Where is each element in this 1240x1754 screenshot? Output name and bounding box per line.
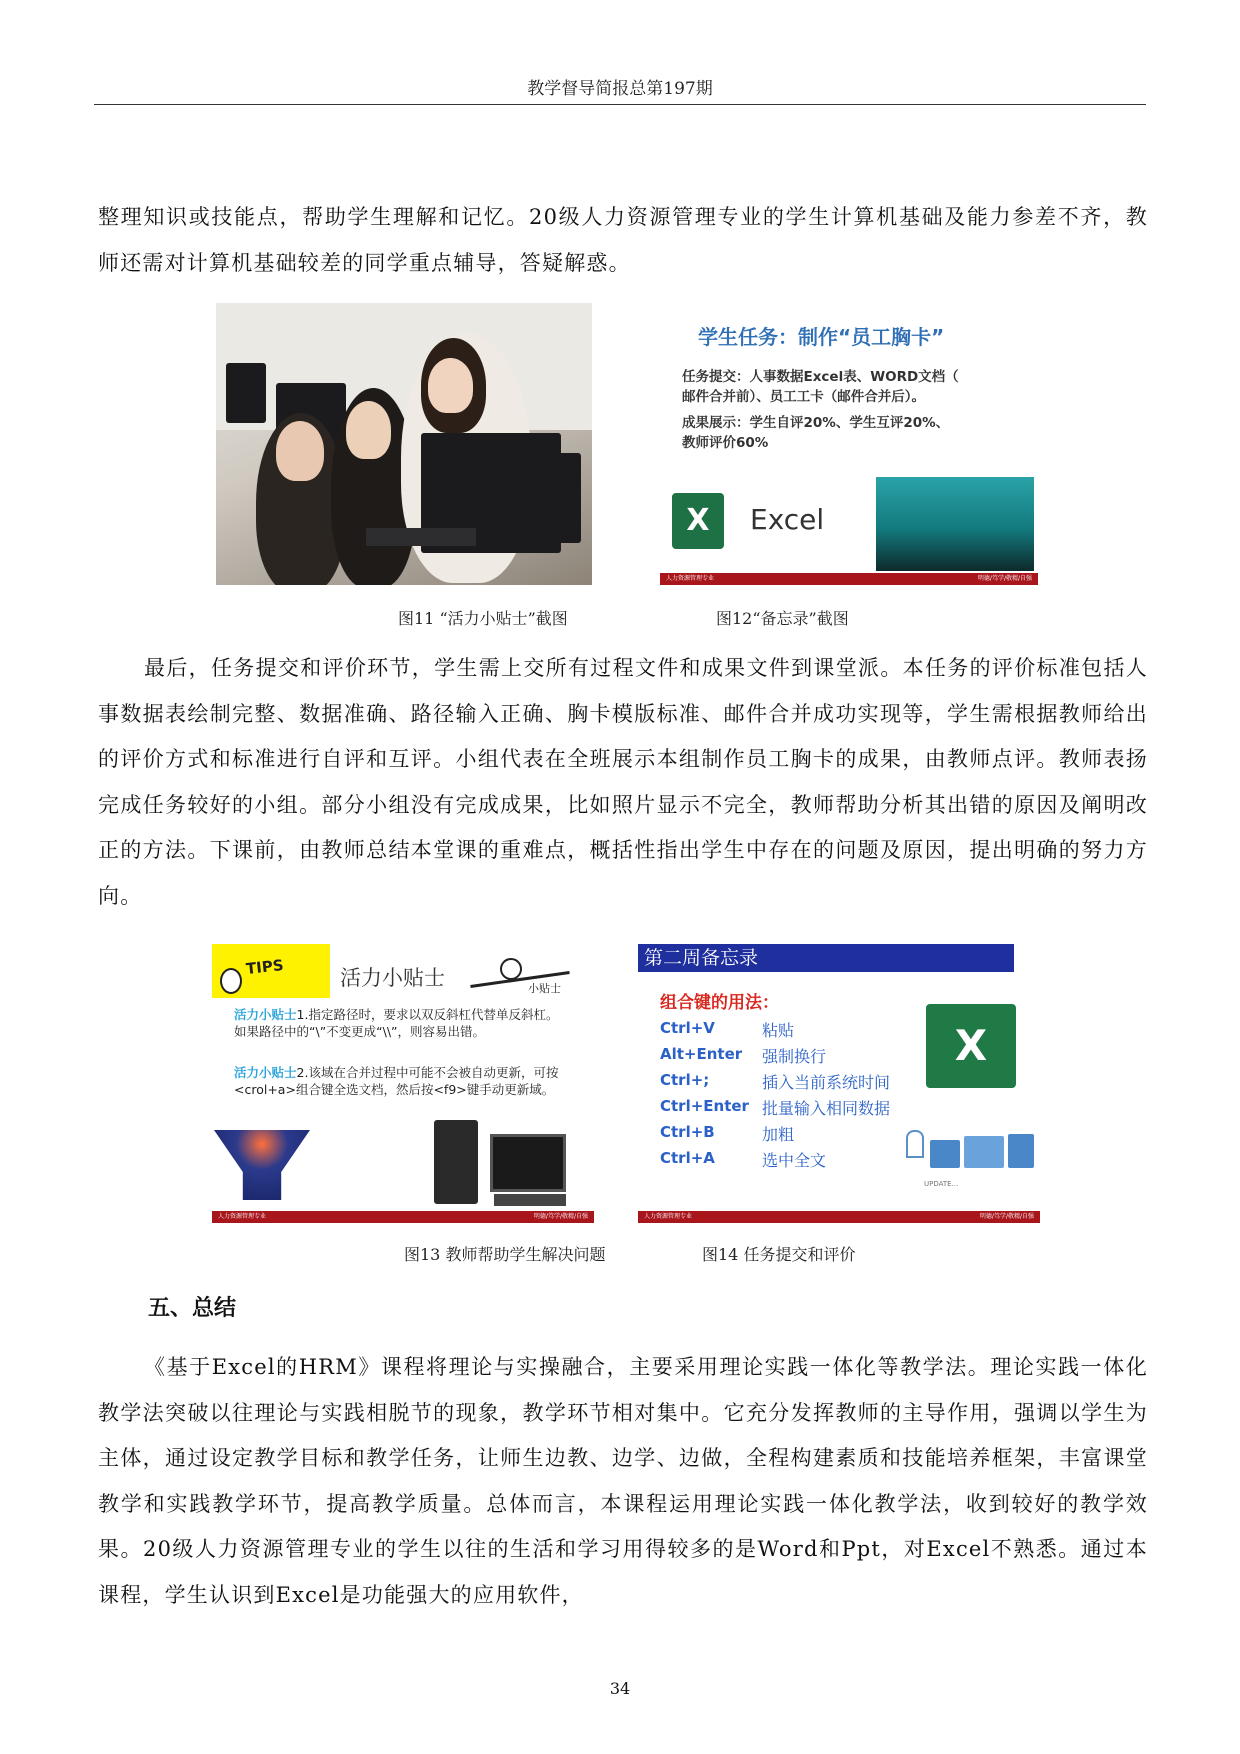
data-funnel-icon [214,1130,310,1200]
shortcut-desc: 粘贴 [762,1021,795,1040]
caption-fig14: 图14 任务提交和评价 [702,1245,856,1264]
keyboard-icon [494,1194,566,1206]
slide-title-bar: 第二周备忘录 [638,944,1014,972]
shortcut-key: Ctrl+Enter [660,1097,749,1115]
shortcut-desc: 加粗 [762,1125,795,1144]
shortcut-desc: 强制换行 [762,1047,827,1066]
slide-student-task [660,303,1038,585]
slide-footer: 人力资源管理专业 明德/笃学/敬精/自强 [638,1211,1040,1223]
devices-illustration [906,1130,1036,1174]
running-header: 教学督导简报总第197期 [527,79,713,99]
shortcut-key: Ctrl+B [660,1123,715,1141]
classroom-photo [216,303,592,585]
update-label: UPDATE... [924,1180,959,1188]
section-title: 五、总结 [148,1296,237,1321]
slide-subtitle: 组合键的用法： [660,993,779,1013]
excel-logo-icon: X [926,1004,1016,1088]
paragraph-intro: 整理知识或技能点，帮助学生理解和记忆。20级人力资源管理专业的学生计算机基础及能力参差不齐，教师还需对计算机基础较差的同学重点辅导，答疑解惑。 [98,205,1148,275]
excel-logo-icon: X [672,493,724,549]
caption-fig13: 图13 教师帮助学生解决问题 [404,1245,606,1264]
tip-2: 活力小贴士2.该域在合并过程中可能不会被自动更新，可按<crol+a>组合键全选文档，然后按<f9>键手动更新域。 [234,1065,559,1097]
monitor-icon [490,1134,566,1192]
caption-fig12: 图12“备忘录”截图 [716,609,849,628]
shortcut-key: Ctrl+A [660,1149,715,1167]
tips-logo: 小贴士 [470,958,570,994]
slide-text-line: 成果展示：学生自评20%、学生互评20%、 [682,415,950,431]
shortcut-key: Ctrl+V [660,1019,715,1037]
shortcut-key: Ctrl+; [660,1071,710,1089]
caption-fig11: 图11 “活力小贴士”截图 [398,609,568,628]
tips-heading: 活力小贴士 [340,966,445,990]
slide-memo [638,944,1040,1223]
tech-illustration [876,477,1034,571]
computer-tower-icon [434,1120,478,1204]
tip-1: 活力小贴士1.指定路径时，要求以双反斜杠代替单反斜杠。如果路径中的“\”不变更成“\\”，则容易出错。 [234,1007,559,1039]
slide-footer: 人力资源管理专业 明德/笃学/敬精/自强 [212,1211,594,1223]
slide-title: 学生任务：制作“员工胸卡” [698,325,945,349]
shortcut-desc: 插入当前系统时间 [762,1073,891,1092]
page-number: 34 [609,1679,631,1698]
slide-footer: 人力资源管理专业 明德/笃学/敬精/自强 [660,573,1038,585]
paragraph-summary: 《基于Excel的HRM》课程将理论与实操融合，主要采用理论实践一体化等教学法。理论实践一体化教学法突破以往理论与实践相脱节的现象，教学环节相对集中。它充分发挥教师的主导作用，强调以学生为主体，通过设定教学目标和教学任务，让师生边教、边学、边做，全程构建素质和技能培养框架，丰富课堂教学和实践教学环节，提高教学质量。总体而言，本课程运用理论实践一体化教学法，收到较好的教学效果。20级人力资源管理专业的学生以往的生活和学习用得较多的是Word和Ppt，对Excel不熟悉。通过本课程，学生认识到Excel是功能强大的应用软件， [98,1355,1148,1607]
paragraph-evaluation: 最后，任务提交和评价环节，学生需上交所有过程文件和成果文件到课堂派。本任务的评价标准包括人事数据表绘制完整、数据准确、路径输入正确、胸卡模版标准、邮件合并成功实现等，学生需根据教师给出的评价方式和标准进行自评和互评。小组代表在全班展示本组制作员工胸卡的成果，由教师点评。教师表扬完成任务较好的小组。部分小组没有完成成果，比如照片显示不完全，教师帮助分析其出错的原因及阐明改正的方法。下课前，由教师总结本堂课的重难点，概括性指出学生中存在的问题及原因，提出明确的努力方向。 [98,656,1148,908]
slide-text-line: 邮件合并前）、员工工卡（邮件合并后）。 [682,389,925,405]
header-rule [94,104,1146,105]
tips-badge: TIPS [212,944,330,998]
slide-text-line: 任务提交：人事数据Excel表、WORD文档（ [682,369,959,385]
lightbulb-icon [220,968,242,994]
slide-text-line: 教师评价60% [682,435,769,451]
shortcut-desc: 批量输入相同数据 [762,1099,891,1118]
excel-wordmark: Excel [750,503,825,536]
shortcut-key: Alt+Enter [660,1045,743,1063]
slide-tips [212,944,594,1223]
shortcut-desc: 选中全文 [762,1151,827,1170]
